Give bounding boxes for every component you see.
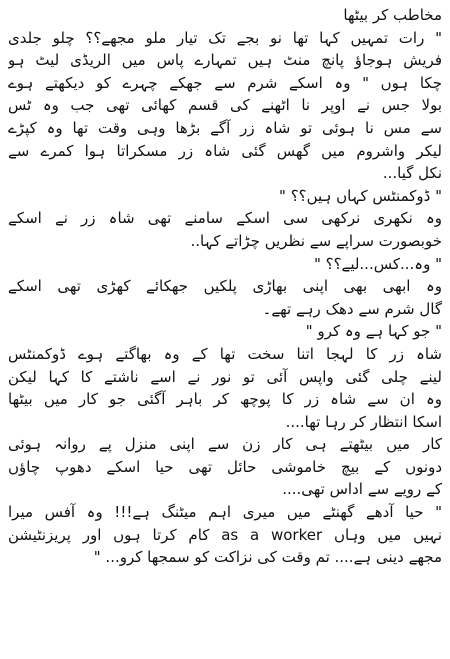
text-line: مخاطب کر بیٹھا: [343, 6, 442, 24]
text-line: فریش ہوجاؤ پانچ منٹ ہیں تمہارے پاس میں الریڈی لیٹ ہو: [8, 51, 442, 70]
text-line: شاہ زر کا لہجا اتنا سخت تھا کے وہ بھاگتے ہوے ڈوکمنٹس: [8, 344, 442, 363]
text-line: " رات تمہیں کہا تھا نو بجے تک تیار ملو مجھے؟؟ چلو جلدی: [8, 28, 442, 47]
text-line: کے رویے سے اداس تھی....: [282, 480, 442, 499]
text-line: وہ نکھری نرکھی سی اسکے سامنے تھی شاہ زر نے اسکے: [8, 209, 442, 228]
text-line: لیکر واشروم میں گھس گئی شاہ زر مسکراتا ہوا کمرے سے: [8, 141, 442, 160]
paragraph: [8, 501, 442, 569]
paragraph: [8, 27, 442, 185]
paragraph: [8, 275, 442, 320]
paragraph: [8, 433, 442, 501]
text-line: وہ ابھی بھی اپنی بھاڑی پلکیں جھکائے کھڑی تھی اسکے: [8, 277, 442, 296]
text-line: نکل گیا...: [382, 164, 442, 183]
text-line: اسکا انتظار کر رہا تھا....: [285, 412, 442, 431]
paragraph: [8, 4, 442, 27]
text-line: بولا جس نے اوپر نا اٹھنے کی قسم کھائی تھی جب وہ ٹس: [8, 96, 442, 115]
text-line: " ڈوکمنٹس کہاں ہیں؟؟ ": [279, 186, 442, 205]
text-line: " حیا آدھے گھنٹے میں میری اہم میٹنگ ہے!!! وہ آفس میرا: [8, 503, 442, 522]
text-line: دونوں کے بیچ خاموشی حائل تھی حیا اسکے دھوپ چاؤں: [8, 457, 442, 476]
text-line: لینے چلی گئی واپس آئی تو نور نے اسے ناشتے کا کہا لیکن: [8, 367, 442, 386]
text-line: گال شرم سے دھک رہے تھے۔: [262, 299, 442, 318]
text-line: وہ ان سے شاہ زر کا پوچھ کر باہر آگئی جو کار میں بیٹھا: [8, 390, 442, 409]
text-line: " جو کہا ہے وہ کرو ": [305, 322, 442, 341]
text-line: چکا ہوں " وہ اسکے شرم سے جھکے چہرے کو دیکھتے ہوے: [8, 73, 442, 92]
paragraph: [8, 343, 442, 433]
text-line: نہیں میں وہاں as a worker کام کرتا ہوں اور پریزنٹیشن: [8, 525, 442, 544]
text-line: " وہ...کس...لیے؟؟ ": [313, 254, 442, 273]
paragraph: [8, 185, 442, 208]
text-line: مجھے دینی ہے.... تم وقت کی نزاکت کو سمجھا کرو... ": [93, 548, 442, 567]
paragraph: [8, 320, 442, 343]
paragraph: [8, 253, 442, 276]
text-line: خوبصورت سراپے سے نظریں چڑاتے کہا..: [190, 231, 442, 250]
paragraph: [8, 207, 442, 252]
text-line: کار میں بیٹھتے ہی کار زن سے اپنی منزل پے روانہ ہوئی: [8, 435, 442, 454]
text-line: سے مس نا ہوئی تو شاہ زر آگے بڑھا وہی وقت تھا وہ کپڑے: [8, 118, 442, 137]
